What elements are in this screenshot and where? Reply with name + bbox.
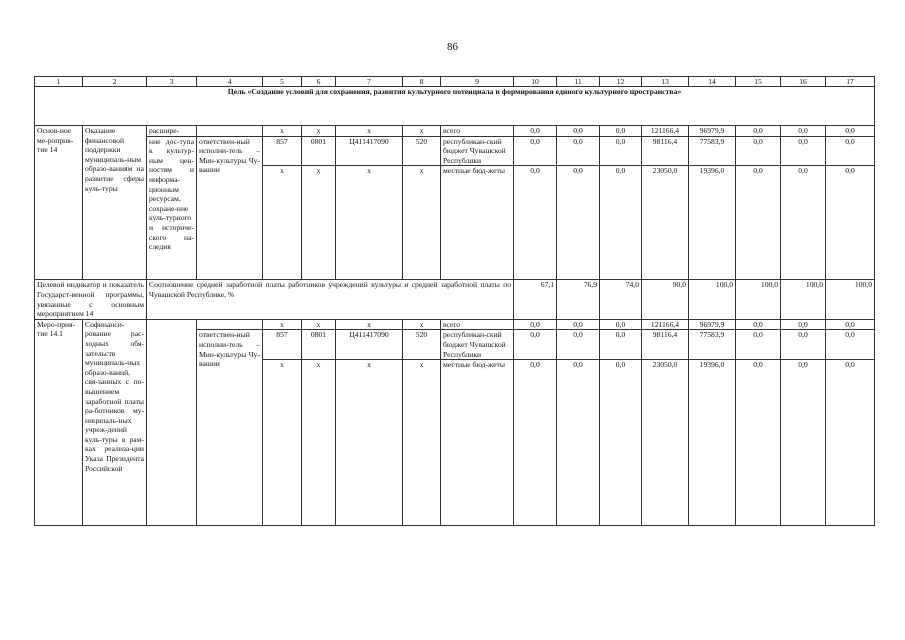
- header-cell: 10: [514, 77, 557, 87]
- header-cell: 4: [197, 77, 263, 87]
- goal-title: Цель «Создание условий для сохранения, развития культурного потенциала и формирования единого культурного пространства»: [35, 87, 875, 126]
- value-cell: 98116,4: [642, 136, 689, 166]
- header-cell: 11: [557, 77, 600, 87]
- value-cell: 0,0: [514, 126, 557, 137]
- code-cell: Ц411417090: [336, 136, 403, 166]
- program-table: [34, 76, 875, 526]
- value-cell: 19396,0: [689, 166, 736, 280]
- code-cell: x: [403, 319, 441, 330]
- value-cell: 0,0: [736, 360, 781, 526]
- table-row: [35, 126, 875, 137]
- source-cell: республикан-ский бюджет Чувашской Республики: [441, 136, 514, 166]
- value-cell: 0,0: [736, 330, 781, 360]
- value-cell: 0,0: [557, 126, 600, 137]
- value-cell: 0,0: [781, 166, 826, 280]
- value-cell: 0,0: [781, 136, 826, 166]
- value-cell: 0,0: [600, 126, 642, 137]
- code-cell: x: [302, 360, 336, 526]
- value-cell: 0,0: [600, 136, 642, 166]
- value-cell: 0,0: [557, 330, 600, 360]
- value-cell: 0,0: [557, 360, 600, 526]
- indicator-value: 76,9: [557, 280, 600, 319]
- code-cell: x: [263, 360, 302, 526]
- value-cell: 23050,0: [642, 360, 689, 526]
- value-cell: 121166,4: [642, 319, 689, 330]
- code-cell: 857: [263, 136, 302, 166]
- header-cell: 7: [336, 77, 403, 87]
- measure-name-cell: Софинанси-рование рас-ходных обя-зательств муниципаль-ных образо-ваний, свя-занных с по-вышением заработной платы ра-ботников му-ниципаль-ных учреж-дений куль-туры в рам-ках реализа-ции Указа Президента Российской: [83, 319, 147, 525]
- value-cell: 0,0: [600, 330, 642, 360]
- value-cell: 96979,9: [689, 319, 736, 330]
- value-cell: 0,0: [781, 330, 826, 360]
- header-cell: 6: [302, 77, 336, 87]
- value-cell: 0,0: [736, 126, 781, 137]
- header-row: [35, 77, 875, 87]
- code-cell: 520: [403, 330, 441, 360]
- header-cell: 9: [441, 77, 514, 87]
- table-row: [35, 136, 875, 166]
- header-cell: 8: [403, 77, 441, 87]
- responsible-cell: [197, 319, 263, 330]
- indicator-value: 74,0: [600, 280, 642, 319]
- code-cell: x: [336, 319, 403, 330]
- value-cell: 0,0: [736, 319, 781, 330]
- value-cell: 77583,9: [689, 136, 736, 166]
- indicator-row: [35, 280, 875, 319]
- responsible-cell: ответствен-ный исполни-тель – Мин-культуры Чу-вашии: [197, 330, 263, 526]
- header-cell: 15: [736, 77, 781, 87]
- code-cell: x: [263, 319, 302, 330]
- code-cell: x: [263, 126, 302, 137]
- value-cell: 0,0: [781, 360, 826, 526]
- indicator-label: Целевой индикатор и показатель Государст-венной программы, увязанные с основным мероприятием 14: [35, 280, 147, 319]
- source-cell: республикан-ский бюджет Чувашской Республики: [441, 330, 514, 360]
- responsible-cell: [197, 126, 263, 137]
- result-cell: ние дос-тупа к культур-ным цен-ностям и информа-ционным ресурсам, сохране-ние куль-турного и историче-ского на-следия: [147, 136, 197, 280]
- code-cell: x: [263, 166, 302, 280]
- code-cell: 0801: [302, 136, 336, 166]
- code-cell: x: [403, 126, 441, 137]
- header-cell: 3: [147, 77, 197, 87]
- value-cell: 23050,0: [642, 166, 689, 280]
- value-cell: 0,0: [781, 319, 826, 330]
- value-cell: 0,0: [600, 166, 642, 280]
- value-cell: 0,0: [514, 166, 557, 280]
- code-cell: x: [302, 166, 336, 280]
- code-cell: x: [336, 126, 403, 137]
- value-cell: 0,0: [826, 126, 875, 137]
- indicator-value: 90,0: [642, 280, 689, 319]
- value-cell: 0,0: [557, 136, 600, 166]
- result-cell: [147, 319, 197, 525]
- measure-name-cell: Оказание финансовой поддержки муниципаль-ным образо-ваниям на развитие сферы куль-туры: [83, 126, 147, 280]
- value-cell: 19396,0: [689, 360, 736, 526]
- value-cell: 0,0: [514, 360, 557, 526]
- value-cell: 0,0: [826, 319, 875, 330]
- value-cell: 0,0: [514, 319, 557, 330]
- page-number: 86: [447, 41, 458, 53]
- code-cell: x: [403, 360, 441, 526]
- value-cell: 0,0: [600, 319, 642, 330]
- measure-cell: Основ-ное ме-роприя-тие 14: [35, 126, 83, 280]
- indicator-value: 100,0: [781, 280, 826, 319]
- header-cell: 14: [689, 77, 736, 87]
- value-cell: 0,0: [557, 166, 600, 280]
- code-cell: x: [336, 166, 403, 280]
- value-cell: 0,0: [781, 126, 826, 137]
- indicator-value: 100,0: [736, 280, 781, 319]
- value-cell: 0,0: [736, 166, 781, 280]
- header-cell: 5: [263, 77, 302, 87]
- result-cell: расшире-: [147, 126, 197, 137]
- value-cell: 0,0: [736, 136, 781, 166]
- source-cell: местные бюд-жеты: [441, 166, 514, 280]
- value-cell: 96979,9: [689, 126, 736, 137]
- value-cell: 0,0: [826, 136, 875, 166]
- measure-cell: Меро-прия-тие 14.1: [35, 319, 83, 525]
- header-cell: 12: [600, 77, 642, 87]
- code-cell: 0801: [302, 330, 336, 360]
- header-cell: 16: [781, 77, 826, 87]
- source-cell: всего: [441, 319, 514, 330]
- header-cell: 13: [642, 77, 689, 87]
- code-cell: x: [302, 126, 336, 137]
- table-row: [35, 319, 875, 330]
- code-cell: 857: [263, 330, 302, 360]
- header-cell: 1: [35, 77, 83, 87]
- value-cell: 0,0: [826, 166, 875, 280]
- header-cell: 2: [83, 77, 147, 87]
- value-cell: 0,0: [826, 360, 875, 526]
- code-cell: 520: [403, 136, 441, 166]
- code-cell: x: [302, 319, 336, 330]
- value-cell: 77583,9: [689, 330, 736, 360]
- indicator-value: 100,0: [826, 280, 875, 319]
- value-cell: 98116,4: [642, 330, 689, 360]
- source-cell: всего: [441, 126, 514, 137]
- code-cell: x: [336, 360, 403, 526]
- header-cell: 17: [826, 77, 875, 87]
- value-cell: 0,0: [514, 330, 557, 360]
- value-cell: 0,0: [557, 319, 600, 330]
- indicator-text: Соотношение средней заработной платы работников учреждений культуры и средней заработной платы по Чувашской Республике, %: [147, 280, 514, 319]
- value-cell: 0,0: [826, 330, 875, 360]
- code-cell: x: [403, 166, 441, 280]
- value-cell: 121166,4: [642, 126, 689, 137]
- value-cell: 0,0: [600, 360, 642, 526]
- value-cell: 0,0: [514, 136, 557, 166]
- source-cell: местные бюд-жеты: [441, 360, 514, 526]
- indicator-value: 67,1: [514, 280, 557, 319]
- goal-row: [35, 87, 875, 126]
- code-cell: Ц411417090: [336, 330, 403, 360]
- responsible-cell: ответствен-ный исполни-тель – Мин-культуры Чу-вашии: [197, 136, 263, 280]
- indicator-value: 100,0: [689, 280, 736, 319]
